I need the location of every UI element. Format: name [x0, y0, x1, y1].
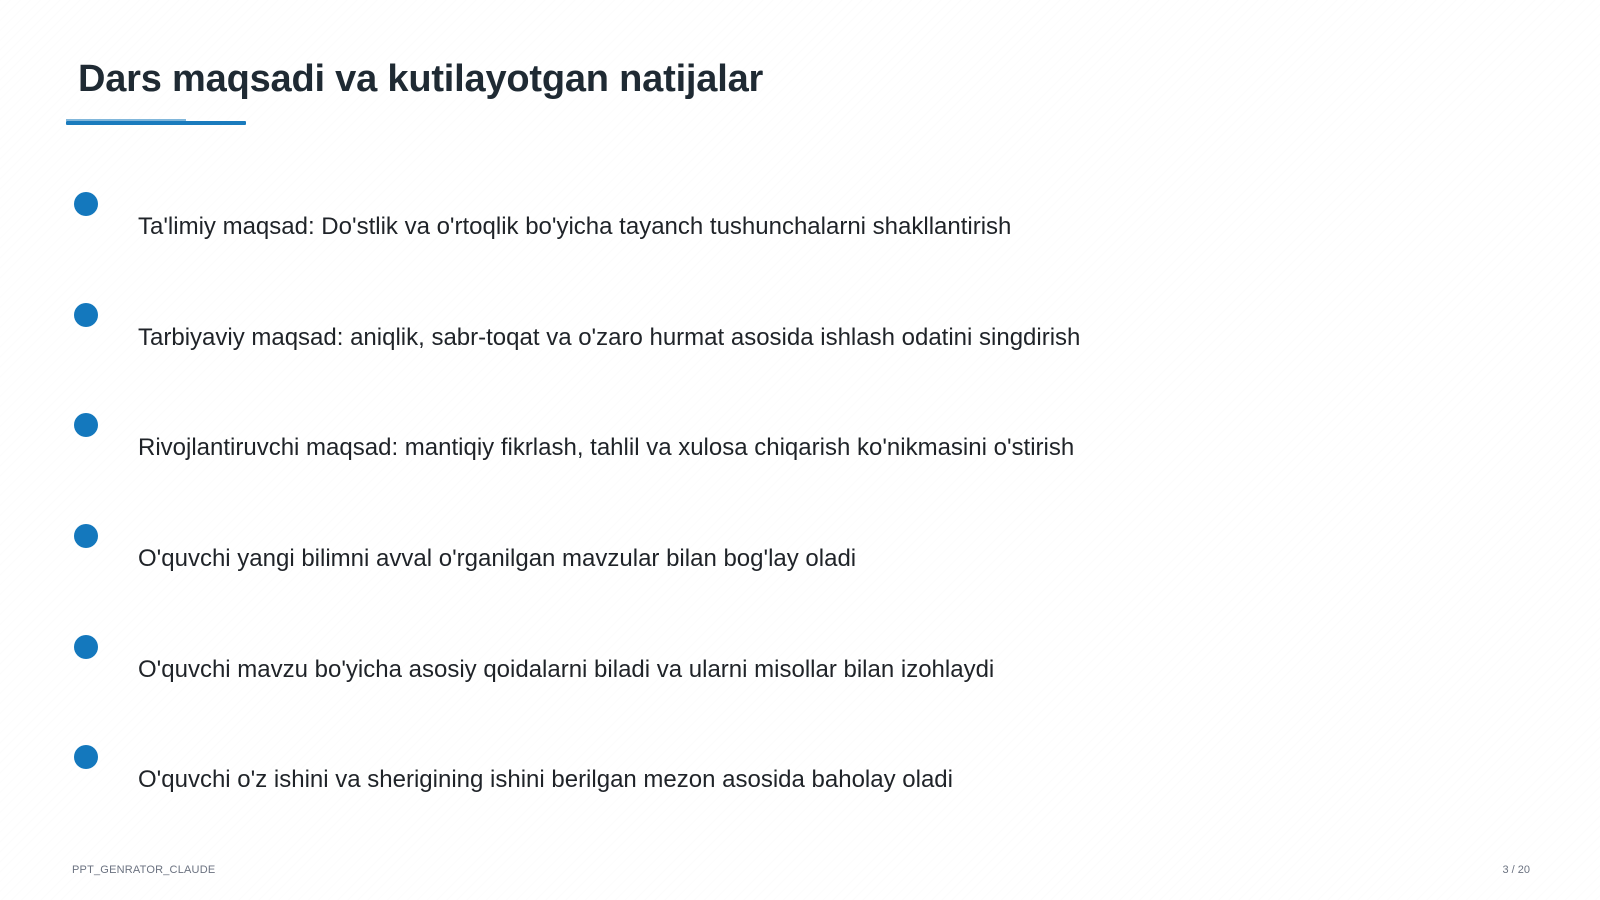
bullet-dot-icon [74, 303, 98, 327]
bullet-text: O'quvchi yangi bilimni avval o'rganilgan mavzular bilan bog'lay oladi [138, 545, 857, 572]
list-item [0, 192, 1600, 282]
bullet-text: Rivojlantiruvchi maqsad: mantiqiy fikrlash, tahlil va xulosa chiqarish ko'nikmasini o'stirish [138, 434, 1075, 461]
bullet-dot-icon [74, 635, 98, 659]
bullet-text: Tarbiyaviy maqsad: aniqlik, sabr-toqat va o'zaro hurmat asosida ishlash odatini singdirish [138, 324, 1081, 351]
bullet-dot-icon [74, 192, 98, 216]
bullet-dot-icon [74, 745, 98, 769]
bullet-text: Ta'limiy maqsad: Do'stlik va o'rtoqlik bo'yicha tayanch tushunchalarni shakllantirish [138, 213, 1012, 240]
list-item [0, 635, 1600, 725]
bullet-text: O'quvchi o'z ishini va sherigining ishini berilgan mezon asosida baholay oladi [138, 766, 953, 793]
list-item [0, 524, 1600, 614]
bullet-text: O'quvchi mavzu bo'yicha asosiy qoidalarni biladi va ularni misollar bilan izohlaydi [138, 656, 995, 683]
page-number: 3 / 20 [1502, 864, 1530, 876]
footer-source: PPT_GENRATOR_CLAUDE [72, 864, 216, 876]
list-item [0, 303, 1600, 393]
list-item [0, 413, 1600, 503]
bullet-dot-icon [74, 413, 98, 437]
slide-title: Dars maqsadi va kutilayotgan natijalar [78, 58, 764, 100]
list-item [0, 745, 1600, 835]
bullet-dot-icon [74, 524, 98, 548]
